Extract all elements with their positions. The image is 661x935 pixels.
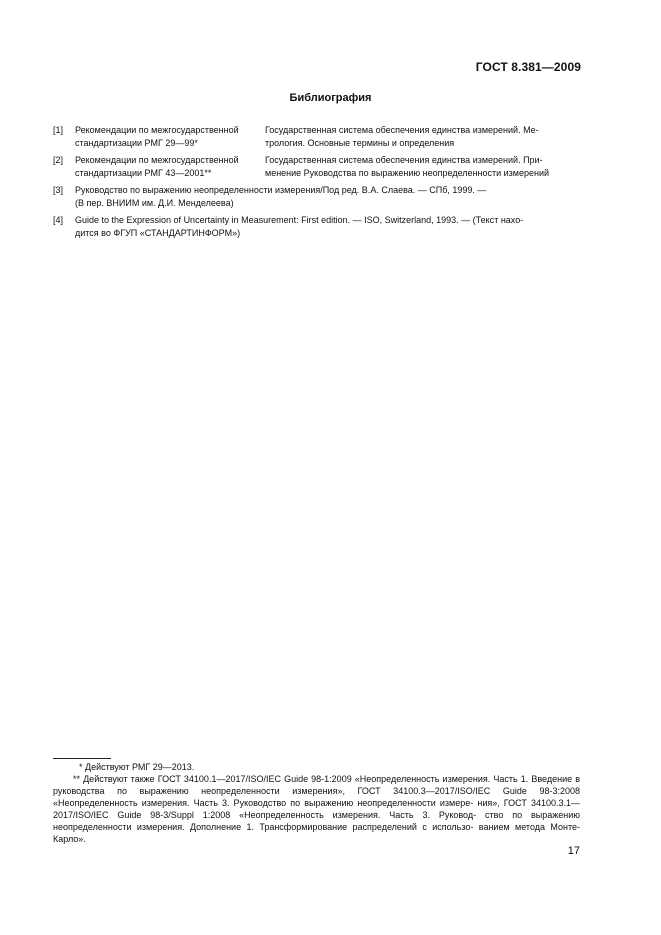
footnote-2-line: ния», ГОСТ 34100.3.1—2017/ISO/IEC Guide 98-3/Suppl 1:2008 «Неопределенность измерения. Часть 3. Руковод- — [53, 798, 580, 820]
entry-text-line: (В пер. ВНИИМ им. Д.И. Менделеева) — [75, 198, 234, 208]
entry-title-line: Государственная система обеспечения единства измерений. Ме- — [265, 125, 539, 135]
footnote-2-line: Guide 98-3:2008 «Неопределенность измерения. Часть 3. Руководство по выражению неопределенности измере- — [53, 786, 580, 808]
entry-source-line: Рекомендации по межгосударственной — [75, 125, 239, 135]
bibliography-entry — [53, 184, 580, 210]
entry-title-line: менение Руководства по выражению неопределенности измерений — [265, 168, 550, 178]
footnote-1: * Действуют РМГ 29—2013. — [79, 762, 195, 772]
entry-source — [75, 154, 258, 180]
entry-number: [2] — [53, 155, 64, 165]
entry-source-line: стандартизации РМГ 29—99* — [75, 138, 198, 148]
page-number: 17 — [567, 845, 580, 857]
footnotes — [53, 761, 580, 845]
document-code: ГОСТ 8.381—2009 — [475, 60, 581, 74]
bibliography-title: Библиография — [289, 92, 372, 104]
entry-title — [258, 154, 580, 180]
entry-number: [4] — [53, 215, 64, 225]
entry-text — [75, 184, 580, 210]
entry-number: [3] — [53, 185, 64, 195]
entry-text-line: Руководство по выражению неопределенности измерения/Под ред. В.А. Слаева. — СПб, 1999. — — [75, 185, 487, 195]
footnote-2 — [53, 773, 580, 845]
bibliography-entry — [53, 154, 580, 180]
entry-text-line: Guide to the Expression of Uncertainty in Measurement: First edition. — ISO, Switzerland, 1993. — (Текст нахо- — [75, 215, 524, 225]
footnote-2-line: ванием метода Монте-Карло». — [53, 822, 580, 844]
bibliography-list — [53, 124, 580, 244]
bibliography-entry — [53, 214, 580, 240]
footnote-2-line: Часть 1. Введение в руководства по выражению неопределенности измерения», ГОСТ 34100.3—2017/ISO/IEC — [53, 774, 580, 796]
entry-text — [75, 214, 580, 240]
entry-title — [258, 124, 580, 150]
entry-title-line: Государственная система обеспечения единства измерений. При- — [265, 155, 543, 165]
entry-source-line: Рекомендации по межгосударственной — [75, 155, 239, 165]
entry-source-line: стандартизации РМГ 43—2001** — [75, 168, 212, 178]
entry-source — [75, 124, 258, 150]
entry-title-line: трология. Основные термины и определения — [265, 138, 455, 148]
footnote-2-line: ** Действуют также ГОСТ 34100.1—2017/ISO/IEC Guide 98-1:2009 «Неопределенность измерения. — [73, 774, 491, 784]
entry-text-line: дится во ФГУП «СТАНДАРТИНФОРМ») — [75, 228, 241, 238]
footnote-2-line: ство по выражению неопределенности измерения. Дополнение 1. Трансформирование распределений с использо- — [53, 810, 580, 832]
entry-number: [1] — [53, 125, 64, 135]
footnote-separator — [53, 758, 111, 759]
bibliography-entry — [53, 124, 580, 150]
